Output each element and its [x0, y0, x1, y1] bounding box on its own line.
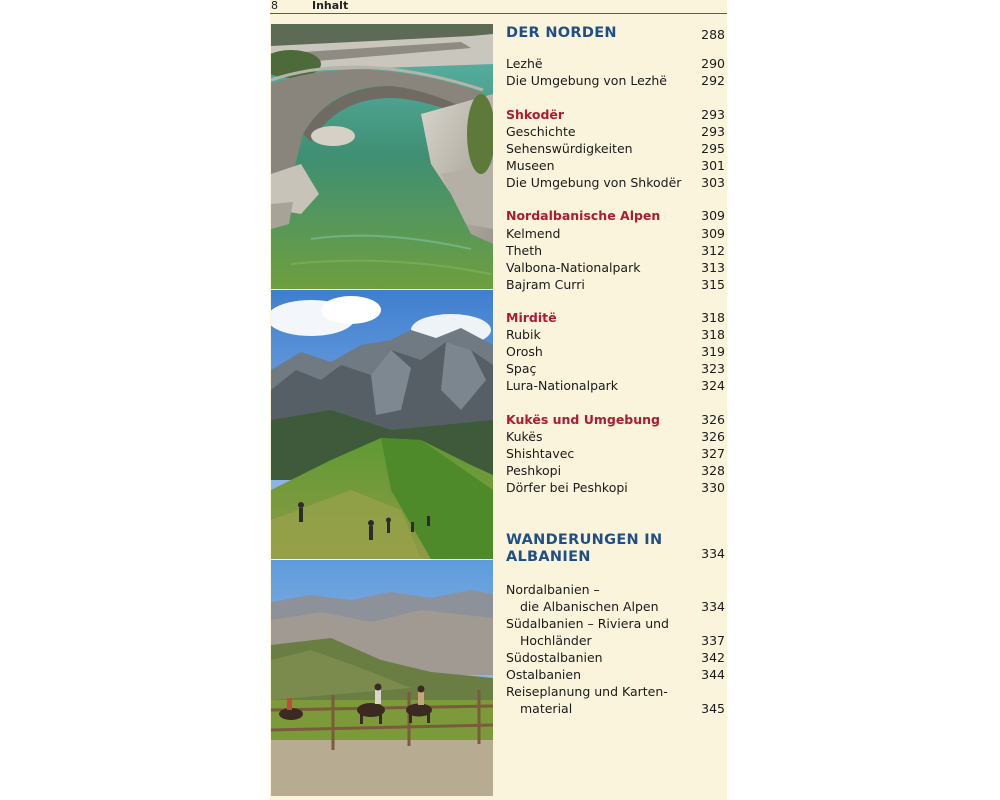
toc-entry-label: Orosh — [506, 344, 543, 359]
toc-entry[interactable] — [506, 581, 725, 598]
toc-entry-label: Lura-Nationalpark — [506, 378, 619, 393]
toc-entry-page: 324 — [701, 378, 725, 393]
toc-entry-page: 327 — [701, 446, 725, 461]
toc-major-heading — [506, 25, 725, 42]
toc-major-heading — [506, 532, 725, 566]
toc-entry-page: 290 — [701, 56, 725, 71]
toc-entry[interactable] — [506, 72, 725, 89]
toc-entry-label: Kukës — [506, 429, 543, 444]
toc-entry[interactable] — [506, 55, 725, 72]
toc-entry[interactable] — [506, 157, 725, 174]
toc-entry-page: 328 — [701, 463, 725, 478]
toc-region-heading[interactable] — [506, 106, 725, 123]
toc-entry-label: Nordalbanien – — [506, 582, 600, 597]
toc-region-title: Kukës und Umgebung — [506, 412, 661, 427]
toc-major-title-line1: WANDERUNGEN IN — [506, 532, 663, 548]
toc-major-title: DER NORDEN — [506, 25, 617, 41]
toc-entry-label: material — [520, 701, 573, 716]
toc-entry-page: 334 — [701, 599, 725, 614]
toc-entry[interactable] — [506, 428, 725, 445]
toc-entry-page: 330 — [701, 480, 725, 495]
toc-region-heading[interactable] — [506, 411, 725, 428]
toc-entry[interactable] — [506, 666, 725, 683]
toc-entry-page: 319 — [701, 344, 725, 359]
toc-entry[interactable] — [506, 123, 725, 140]
toc-entry-label: Geschichte — [506, 124, 576, 139]
toc-entry-label: Peshkopi — [506, 463, 562, 478]
toc-entry-label: Shishtavec — [506, 446, 575, 461]
toc-entry[interactable] — [506, 225, 725, 242]
toc-entry-page: 345 — [701, 701, 725, 716]
toc-entry-label: die Albanischen Alpen — [520, 599, 659, 614]
toc-entry[interactable] — [506, 343, 725, 360]
toc-entry-page: 312 — [701, 243, 725, 258]
toc-region-heading[interactable] — [506, 207, 725, 224]
toc-entry-label: Kelmend — [506, 226, 561, 241]
toc-entry[interactable] — [506, 174, 725, 191]
toc-entry-page: 337 — [701, 633, 725, 648]
toc-entry[interactable] — [506, 326, 725, 343]
toc-entry[interactable] — [506, 276, 725, 293]
toc-entry[interactable] — [506, 479, 725, 496]
toc-entry[interactable] — [506, 377, 725, 394]
toc-entry-continuation[interactable] — [506, 598, 725, 615]
toc-entry-page: 309 — [701, 226, 725, 241]
toc-entry-label: Rubik — [506, 327, 541, 342]
toc-major-page: 334 — [701, 546, 725, 561]
toc-major-title-line2: ALBANIEN — [506, 549, 591, 565]
toc-entry-label: Südalbanien – Riviera und — [506, 616, 669, 631]
toc-entry-page: 303 — [701, 175, 725, 190]
toc-region-title: Mirditë — [506, 310, 557, 325]
toc-entry[interactable] — [506, 360, 725, 377]
toc-entry-label: Die Umgebung von Shkodër — [506, 175, 682, 190]
toc-entry-page: 326 — [701, 429, 725, 444]
alps-hikers-photo — [271, 290, 493, 559]
toc-entry-page: 301 — [701, 158, 725, 173]
toc-region-heading[interactable] — [506, 309, 725, 326]
toc-entry-page: 292 — [701, 73, 725, 88]
toc-entry[interactable] — [506, 259, 725, 276]
toc-entry-page: 342 — [701, 650, 725, 665]
toc-entry-continuation[interactable] — [506, 632, 725, 649]
toc-entry[interactable] — [506, 445, 725, 462]
toc-entry-label: Die Umgebung von Lezhë — [506, 73, 667, 88]
page-number: 8 — [271, 0, 278, 12]
stone-bridge-river-photo — [271, 24, 493, 289]
toc-entry-label: Lezhë — [506, 56, 543, 71]
toc-major-page: 288 — [701, 27, 725, 42]
toc-entry-page: 323 — [701, 361, 725, 376]
toc-entry-label: Reiseplanung und Karten- — [506, 684, 668, 699]
horse-riders-valley-photo — [271, 560, 493, 796]
toc-entry-page: 315 — [701, 277, 725, 292]
toc-entry-page: 318 — [701, 327, 725, 342]
toc-region-page: 318 — [701, 310, 725, 325]
toc-entry-label: Spaç — [506, 361, 537, 376]
toc-entry-label: Museen — [506, 158, 555, 173]
toc-entry[interactable] — [506, 615, 725, 632]
toc-entry-label: Sehenswürdigkeiten — [506, 141, 633, 156]
toc-entry-label: Hochländer — [520, 633, 592, 648]
toc-region-page: 326 — [701, 412, 725, 427]
toc-entry-continuation[interactable] — [506, 700, 725, 717]
toc-entry[interactable] — [506, 683, 725, 700]
toc-region-title: Nordalbanische Alpen — [506, 208, 661, 223]
toc-entry-label: Dörfer bei Peshkopi — [506, 480, 628, 495]
toc-entry-label: Ostalbanien — [506, 667, 581, 682]
toc-entry-label: Bajram Curri — [506, 277, 585, 292]
toc-entry[interactable] — [506, 242, 725, 259]
toc-entry-page: 293 — [701, 124, 725, 139]
toc-entry-label: Südostalbanien — [506, 650, 603, 665]
toc-entry-page: 344 — [701, 667, 725, 682]
toc-entry-page: 295 — [701, 141, 725, 156]
toc-entry-page: 313 — [701, 260, 725, 275]
toc-entry[interactable] — [506, 140, 725, 157]
table-of-contents — [506, 0, 725, 800]
toc-entry-label: Valbona-Nationalpark — [506, 260, 641, 275]
toc-entry[interactable] — [506, 649, 725, 666]
toc-region-page: 309 — [701, 208, 725, 223]
toc-region-page: 293 — [701, 107, 725, 122]
toc-entry-label: Theth — [506, 243, 543, 258]
running-head-section: Inhalt — [312, 0, 349, 12]
toc-region-title: Shkodër — [506, 107, 565, 122]
toc-entry[interactable] — [506, 462, 725, 479]
